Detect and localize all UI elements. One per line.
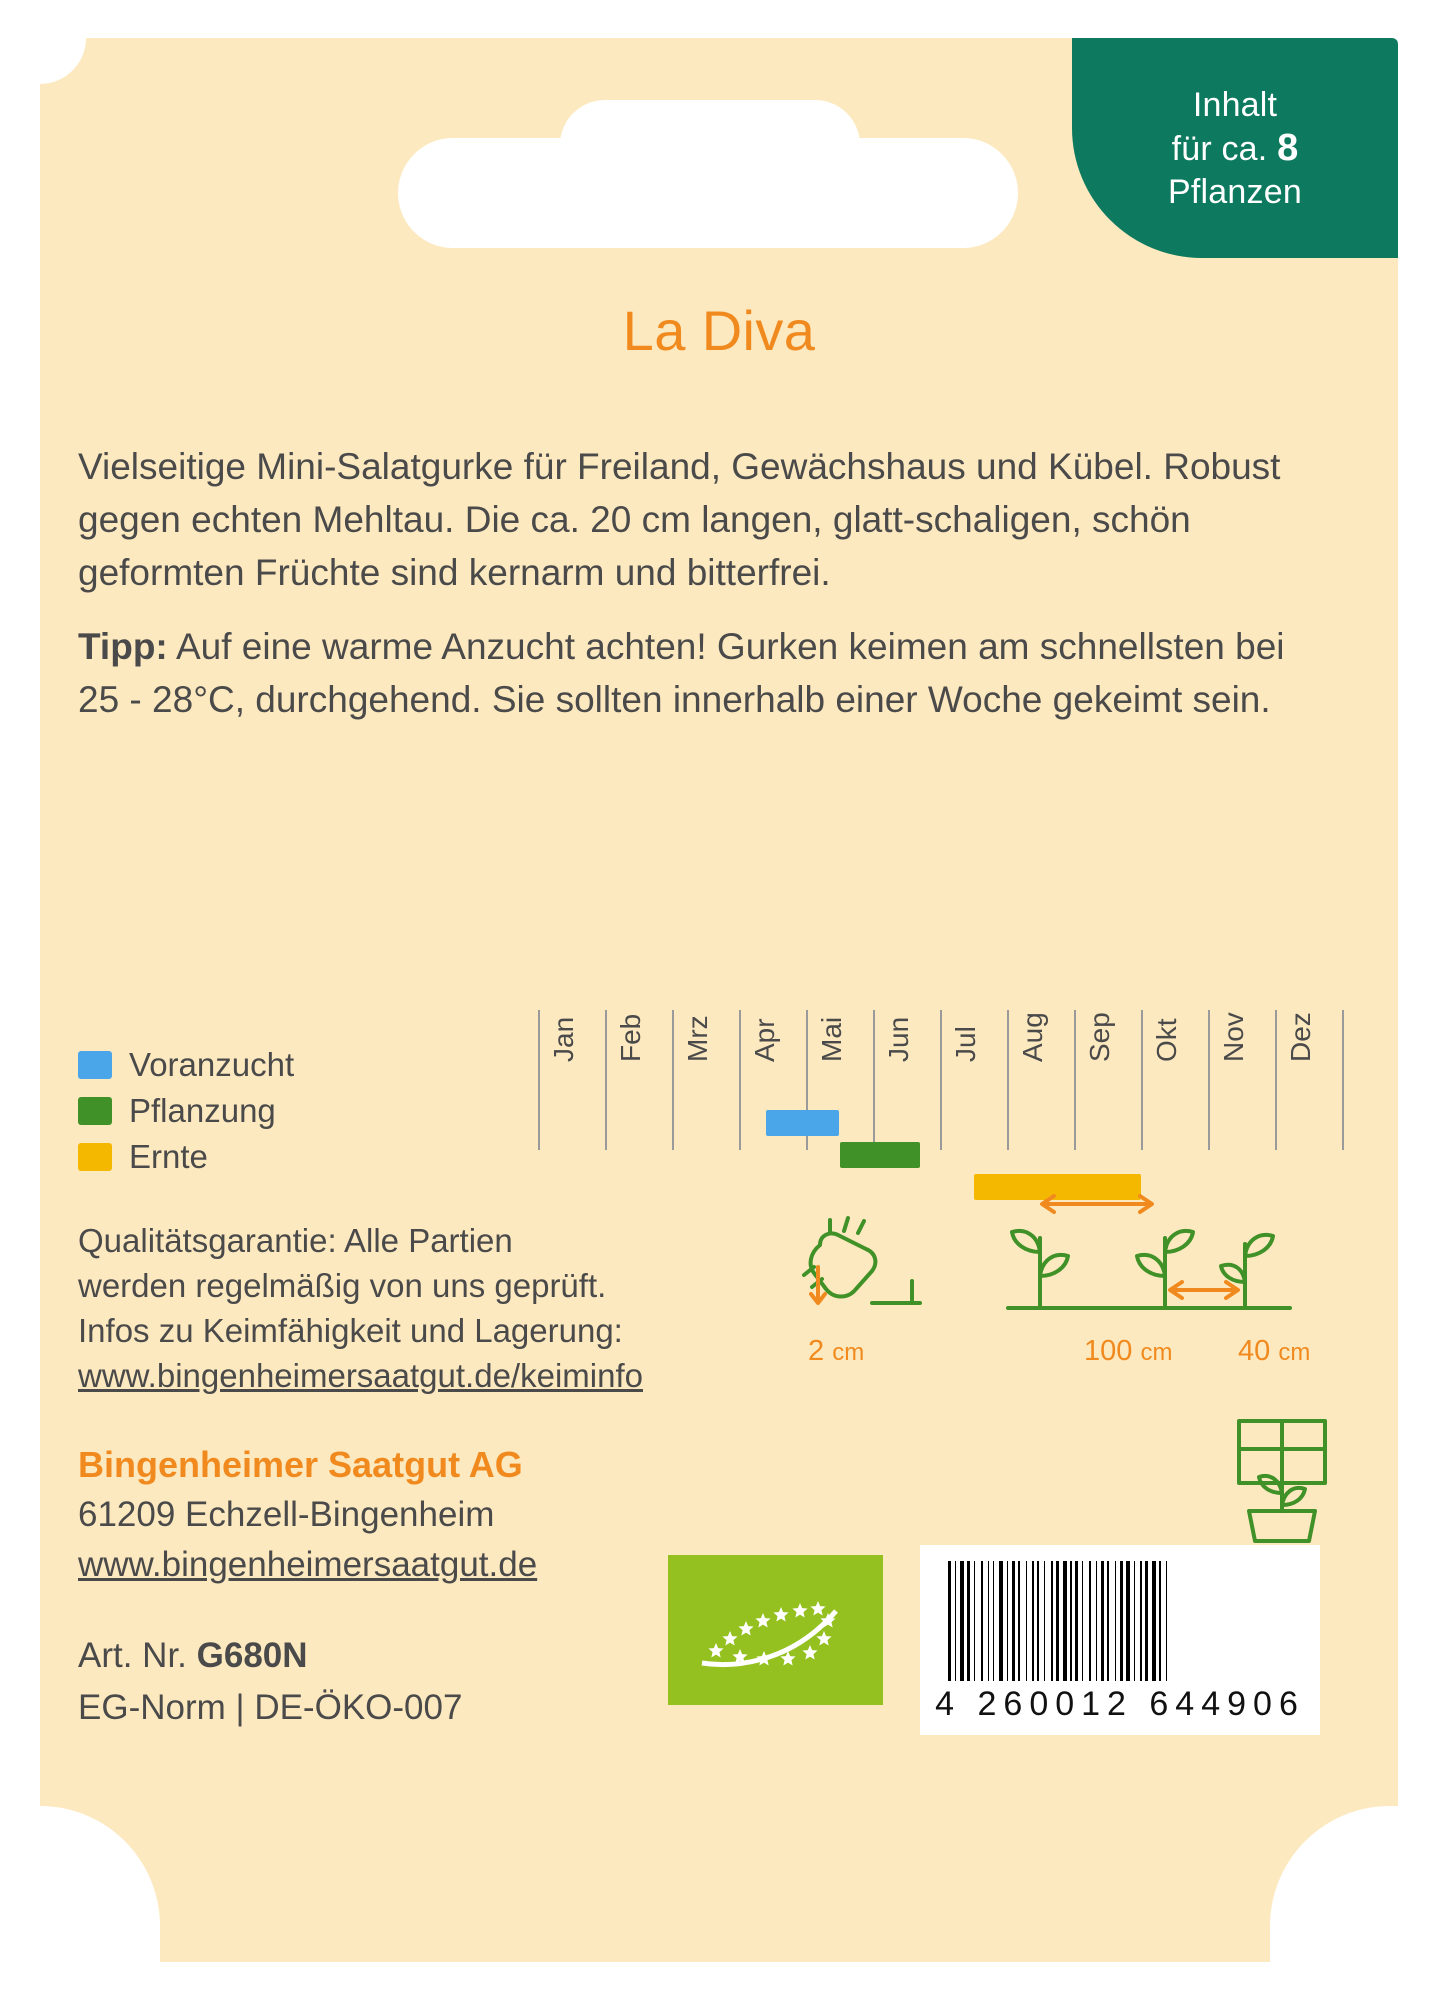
sow-depth-value: 2 (808, 1335, 825, 1367)
month-divider (672, 1010, 674, 1150)
tip-text: Auf eine warme Anzucht achten! Gurken keimen am schnellsten bei 25 - 28°C, durchgehend. Sie sollten innerhalb einer Woche gekeimt sein. (78, 626, 1285, 720)
month-label-jul: Jul (950, 1026, 981, 1062)
month-label-nov: Nov (1218, 1012, 1249, 1062)
row-spacing-label (1084, 1335, 1172, 1368)
plant-spacing-label (1238, 1335, 1310, 1368)
growing-tip (78, 620, 1303, 726)
tip-label: Tipp: (78, 626, 168, 667)
month-divider (739, 1010, 741, 1150)
calendar-bar-voranzucht (766, 1110, 840, 1136)
legend-label-voranzucht: Voranzucht (129, 1046, 295, 1083)
legend-item (78, 1134, 438, 1180)
barcode (920, 1545, 1320, 1735)
eu-organic-logo (668, 1555, 883, 1705)
variety-description: Vielseitige Mini-Salatgurke für Freiland, Gewächshaus und Kübel. Robust gegen echten Mehltau. Die ca. 20 cm langen, glatt-schaligen, schön geformten Früchte sind kernarm und bitterfrei. (78, 446, 1281, 593)
month-label-mai: Mai (816, 1016, 847, 1062)
legend-item (78, 1042, 438, 1088)
greenhouse-pot-icon (1225, 1415, 1345, 1555)
legend-item (78, 1088, 438, 1134)
month-label-feb: Feb (615, 1013, 646, 1062)
legend-label-pflanzung: Pflanzung (129, 1092, 276, 1129)
calendar-bar-pflanzung (840, 1142, 920, 1168)
month-divider (1275, 1010, 1277, 1150)
plant-spacing-icon (1000, 1190, 1330, 1330)
month-label-mrz: Mrz (682, 1015, 713, 1062)
month-divider (873, 1010, 875, 1150)
legend-label-ernte: Ernte (129, 1138, 208, 1175)
quality-line-2: werden regelmäßig von uns geprüft. (78, 1267, 607, 1304)
hang-hole (398, 138, 1018, 248)
month-divider (605, 1010, 607, 1150)
month-divider (1007, 1010, 1009, 1150)
plant-spacing-value: 40 (1238, 1335, 1271, 1367)
company-name: Bingenheimer Saatgut AG (78, 1444, 523, 1485)
article-number: G680N (196, 1636, 308, 1675)
month-divider (1074, 1010, 1076, 1150)
legend-swatch-pflanzung (78, 1097, 112, 1125)
month-divider (1141, 1010, 1143, 1150)
month-label-jan: Jan (548, 1016, 579, 1062)
month-label-okt: Okt (1151, 1018, 1182, 1062)
badge-line-3: Pflanzen (1168, 173, 1302, 211)
barcode-digits: 4 260012 644906 (935, 1685, 1305, 1723)
legend-swatch-voranzucht (78, 1051, 112, 1079)
article-block (78, 1630, 462, 1734)
badge-prefix: für ca. (1171, 130, 1278, 168)
month-label-dez: Dez (1285, 1012, 1316, 1062)
legend-swatch-ernte (78, 1143, 112, 1171)
month-divider (940, 1010, 942, 1150)
quality-line-3: Infos zu Keimfähigkeit und Lagerung: (78, 1312, 623, 1349)
badge-plant-count: 8 (1277, 127, 1299, 169)
row-spacing-unit: cm (1140, 1339, 1173, 1366)
badge-line-2 (1072, 127, 1398, 171)
sow-depth-icon (800, 1215, 940, 1325)
company-website[interactable]: www.bingenheimersaatgut.de (78, 1545, 538, 1584)
quality-line-1: Qualitätsgarantie: Alle Partien (78, 1222, 513, 1259)
month-divider (1342, 1010, 1344, 1150)
calendar-months (538, 1010, 1343, 1190)
content-badge (1072, 38, 1398, 258)
month-label-jun: Jun (883, 1016, 914, 1062)
eg-norm: EG-Norm | DE-ÖKO-007 (78, 1688, 463, 1727)
sow-depth-label (808, 1335, 864, 1368)
badge-line-1: Inhalt (1192, 86, 1278, 124)
month-label-apr: Apr (749, 1018, 780, 1062)
month-divider (1208, 1010, 1210, 1150)
month-divider (538, 1010, 540, 1150)
month-label-aug: Aug (1017, 1012, 1048, 1062)
barcode-bars (948, 1561, 1294, 1681)
keiminfo-link[interactable]: www.bingenheimersaatgut.de/keiminfo (78, 1357, 643, 1394)
article-label: Art. Nr. (78, 1636, 197, 1675)
calendar-legend (78, 1042, 438, 1180)
sowing-calendar (78, 1010, 1343, 1190)
page-title: La Diva (622, 299, 816, 362)
company-address: 61209 Echzell-Bingenheim (78, 1495, 495, 1534)
sow-depth-unit: cm (832, 1339, 865, 1366)
eu-leaf-stars (668, 1555, 883, 1705)
quality-guarantee (78, 1218, 778, 1398)
article-number-line (78, 1630, 462, 1682)
row-spacing-value: 100 (1084, 1335, 1133, 1367)
month-label-sep: Sep (1084, 1012, 1115, 1062)
plant-spacing-unit: cm (1278, 1339, 1311, 1366)
